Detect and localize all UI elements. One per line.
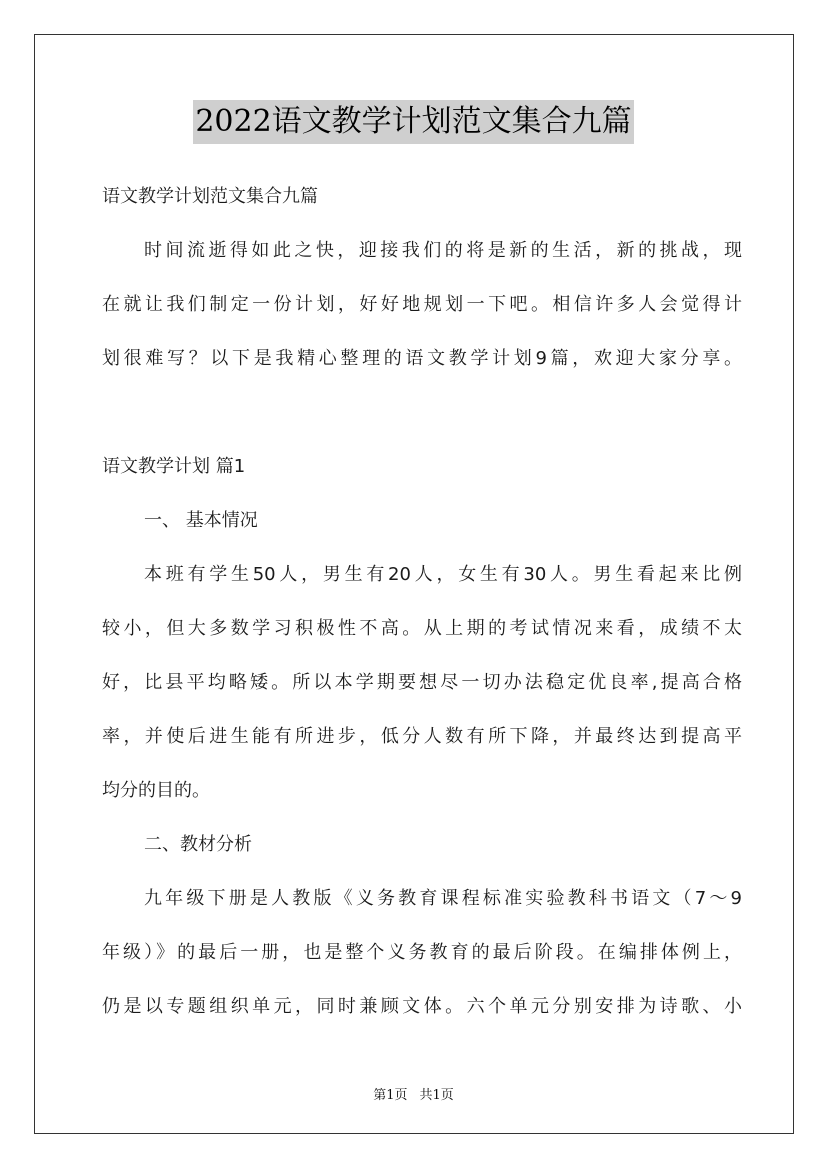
paragraph-spacer (102, 386, 742, 440)
document-subtitle: 语文教学计划范文集合九篇 (102, 186, 318, 207)
part2-line-2: 年级）》的最后一册，也是整个义务教育的最后阶段。在编排体例上， (102, 942, 742, 963)
part2-line-1: 九年级下册是人教版《义务教育课程标准实验教科书语文（7～9 (144, 888, 742, 909)
part2-heading: 二、教材分析 (144, 834, 252, 855)
part1-line-5: 均分的目的。 (102, 780, 210, 801)
page-total: 共1页 (419, 1088, 454, 1103)
part1-line-3: 好，比县平均略矮。所以本学期要想尽一切办法稳定优良率,提高合格 (102, 672, 742, 693)
part1-line-1: 本班有学生50人，男生有20人，女生有30人。男生看起来比例 (144, 564, 742, 585)
part2-line-3: 仍是以专题组织单元，同时兼顾文体。六个单元分别安排为诗歌、小 (102, 996, 742, 1017)
section-heading: 语文教学计划 篇1 (102, 456, 246, 477)
part1-heading: 一、 基本情况 (144, 510, 258, 531)
page-number: 第1页 (373, 1088, 408, 1103)
document-title: 2022语文教学计划范文集合九篇 (193, 100, 633, 144)
part1-line-2: 较小，但大多数学习积极性不高。从上期的考试情况来看，成绩不太 (102, 618, 742, 639)
part1-line-4: 率，并使后进生能有所进步，低分人数有所下降，并最终达到提高平 (102, 726, 742, 747)
intro-line-1: 时间流逝得如此之快，迎接我们的将是新的生活，新的挑战，现 (144, 240, 742, 261)
title-container (0, 100, 827, 144)
intro-line-2: 在就让我们制定一份计划，好好地规划一下吧。相信许多人会觉得计 (102, 294, 742, 315)
intro-line-3: 划很难写？以下是我精心整理的语文教学计划9篇，欢迎大家分享。 (102, 348, 742, 369)
page-footer (0, 1084, 827, 1103)
document-body (102, 170, 742, 1034)
